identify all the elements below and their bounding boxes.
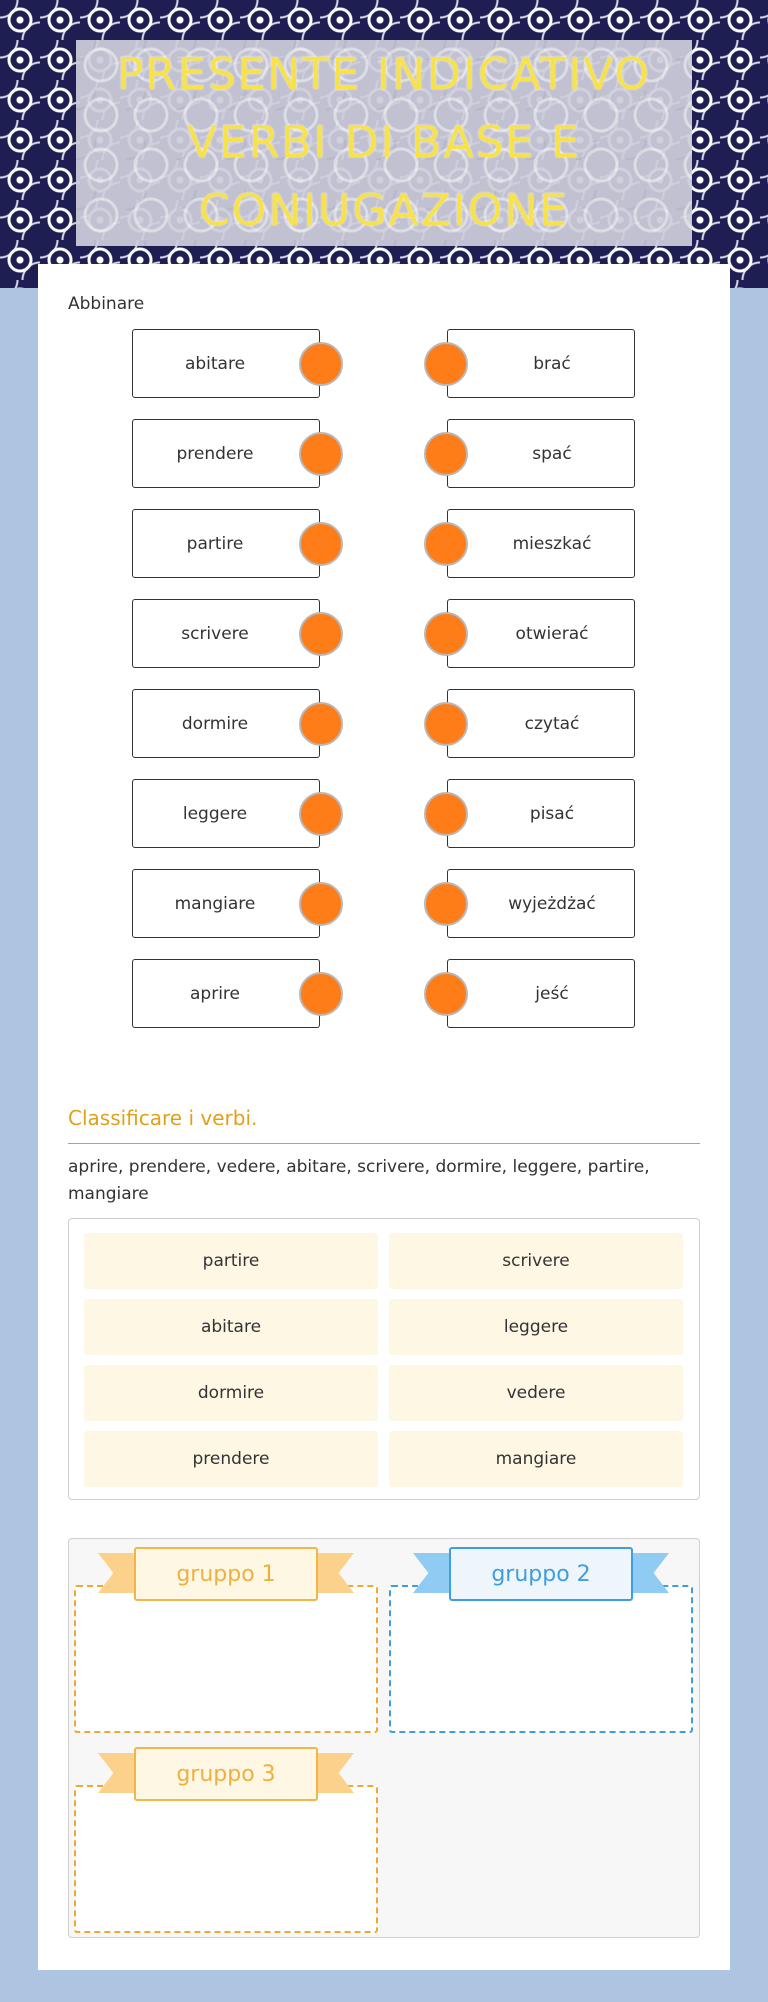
matching-label: Abbinare [68,294,145,314]
title-box [76,40,692,246]
connector-dot[interactable] [424,882,468,926]
match-left-item[interactable]: partire [132,509,320,578]
page-title: PRESENTE INDICATIVO VERBI DI BASE E CONIUGAZIONE [116,49,652,236]
connector-dot[interactable] [299,432,343,476]
classify-title: Classificare i verbi. [68,1106,258,1130]
match-right-item[interactable]: mieszkać [447,509,635,578]
group-3 [74,1747,378,1937]
connector-dot[interactable] [424,612,468,656]
connector-dot[interactable] [424,792,468,836]
connector-dot[interactable] [299,702,343,746]
match-right-item[interactable]: brać [447,329,635,398]
draggable-word[interactable]: abitare [84,1299,378,1355]
drop-zone[interactable] [74,1585,378,1733]
group-label: gruppo 3 [134,1747,318,1801]
match-right-item[interactable]: jeść [447,959,635,1028]
draggable-word[interactable]: prendere [84,1431,378,1487]
draggable-word[interactable]: leggere [389,1299,683,1355]
match-right-item[interactable]: otwierać [447,599,635,668]
connector-dot[interactable] [299,882,343,926]
match-right-item[interactable]: czytać [447,689,635,758]
group-2 [389,1547,693,1737]
section-divider [68,1143,700,1144]
draggable-word[interactable]: mangiare [389,1431,683,1487]
draggable-word[interactable]: dormire [84,1365,378,1421]
group-1 [74,1547,378,1737]
draggable-word[interactable]: vedere [389,1365,683,1421]
drop-zone[interactable] [74,1785,378,1933]
group-area [68,1538,700,1938]
match-left-item[interactable]: leggere [132,779,320,848]
match-left-item[interactable]: prendere [132,419,320,488]
connector-dot[interactable] [424,342,468,386]
connector-dot[interactable] [299,522,343,566]
connector-dot[interactable] [299,342,343,386]
match-left-item[interactable]: dormire [132,689,320,758]
word-list: aprire, prendere, vedere, abitare, scrivere, dormire, leggere, partire, mangiare [68,1157,650,1204]
connector-dot[interactable] [299,612,343,656]
word-bank [68,1218,700,1500]
group-label: gruppo 2 [449,1547,633,1601]
match-right-item[interactable]: wyjeżdżać [447,869,635,938]
connector-dot[interactable] [424,432,468,476]
match-left-item[interactable]: abitare [132,329,320,398]
connector-dot[interactable] [299,792,343,836]
draggable-word[interactable]: scrivere [389,1233,683,1289]
connector-dot[interactable] [424,522,468,566]
match-right-item[interactable]: spać [447,419,635,488]
connector-dot[interactable] [424,972,468,1016]
drop-zone[interactable] [389,1585,693,1733]
group-label: gruppo 1 [134,1547,318,1601]
match-left-item[interactable]: scrivere [132,599,320,668]
connector-dot[interactable] [424,702,468,746]
match-left-item[interactable]: mangiare [132,869,320,938]
connector-dot[interactable] [299,972,343,1016]
draggable-word[interactable]: partire [84,1233,378,1289]
match-left-item[interactable]: aprire [132,959,320,1028]
header-background [0,0,768,288]
match-right-item[interactable]: pisać [447,779,635,848]
worksheet-card [38,264,730,1970]
